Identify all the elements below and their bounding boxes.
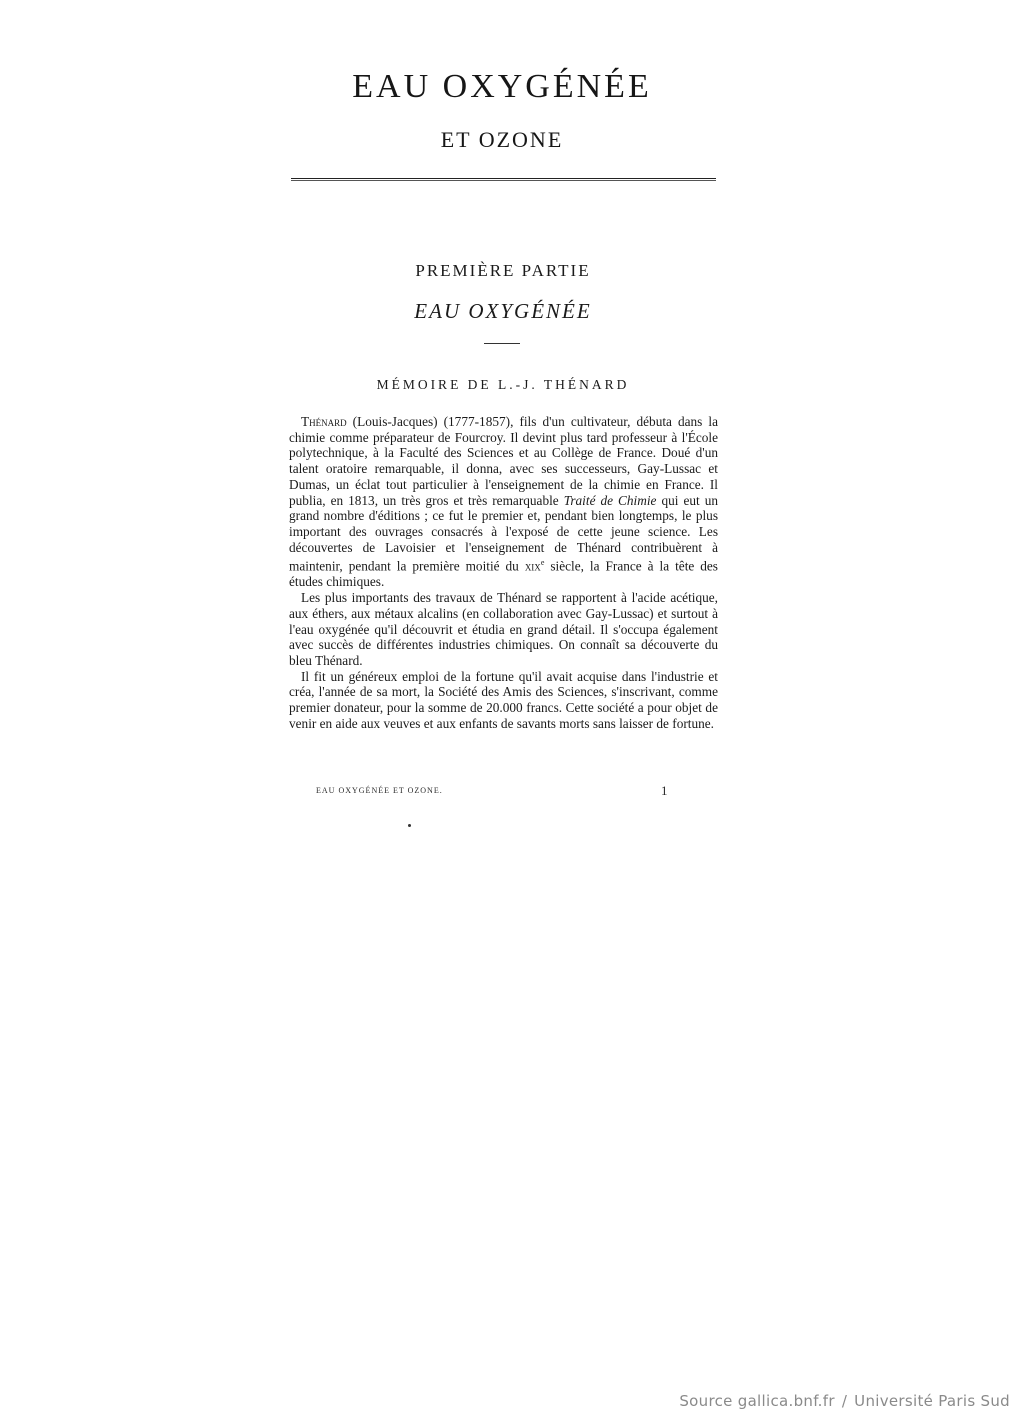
part-subheading: EAU OXYGÉNÉE (414, 299, 592, 323)
century-superscript: e (540, 558, 545, 568)
signature-mark: EAU OXYGÉNÉE ET OZONE. (316, 786, 443, 795)
paragraph-2: Les plus importants des travaux de Thénard se rapportent à l'acide acétique, aux éthers, aux métaux alcalins (en collaboration avec Gay-Lussac) et surtout à l'eau oxygénée qu'il découvrit et étudia en grand détail. Il s'occupa également avec succès de différentes industries chimiques. On connaît sa découverte du bleu Thénard. (289, 590, 718, 668)
title-divider (291, 178, 716, 181)
body-text (289, 414, 718, 731)
sub-title: ET OZONE (440, 127, 564, 152)
source-link[interactable]: Source gallica.bnf.fr (679, 1392, 835, 1410)
century-numeral: xix (524, 558, 541, 574)
main-title: EAU OXYGÉNÉE (352, 68, 652, 105)
paragraph-1 (289, 414, 718, 590)
source-credit (679, 1392, 1010, 1410)
part-heading: PREMIÈRE PARTIE (415, 261, 591, 280)
book-title: Traité de Chimie (563, 492, 657, 508)
paragraph-1-part-b: qui eut un grand nombre d'éditions ; ce fut le premier et, pendant bien longtemps, le plus important des ouvrages consacrés à l'exposé de cette jeune science. Les découvertes de Lavoisier et l'enseignement de Thénard contribuèrent à maintenir, pendant la première moitié du (289, 492, 718, 574)
author-name: Thénard (301, 414, 347, 429)
credit-separator: / (841, 1392, 848, 1410)
paragraph-3: Il fit un généreux emploi de la fortune qu'il avait acquise dans l'industrie et créa, l'année de sa mort, la Société des Amis des Sciences, s'inscrivant, comme premier donateur, pour la somme de 20.000 francs. Cette société a pour objet de venir en aide aux veuves et aux enfants de savants morts sans laisser de fortune. (289, 668, 718, 731)
paragraph-1-part-a: (Louis-Jacques) (1777-1857), fils d'un cultivateur, débuta dans la chimie comme préparateur de Fourcroy. Il devint plus tard professeur à l'École polytechnique, à la Faculté des Sciences et au Collège de France. Doué d'un talent oratoire remarquable, il donna, avec ses successeurs, Gay-Lussac et Dumas, un éclat tout particulier à l'enseignement de la chimie en France. Il publia, en 1813, un très gros et très remarquable (289, 414, 718, 508)
institution-name: Université Paris Sud (854, 1392, 1010, 1410)
memoir-heading: MÉMOIRE DE L.-J. THÉNARD (376, 377, 630, 392)
signature-number: 1 (661, 783, 668, 798)
section-divider (484, 343, 520, 344)
paragraph-1-part-c: siècle, la France à la tête des études chimiques. (289, 558, 718, 590)
ink-speck (408, 824, 411, 827)
